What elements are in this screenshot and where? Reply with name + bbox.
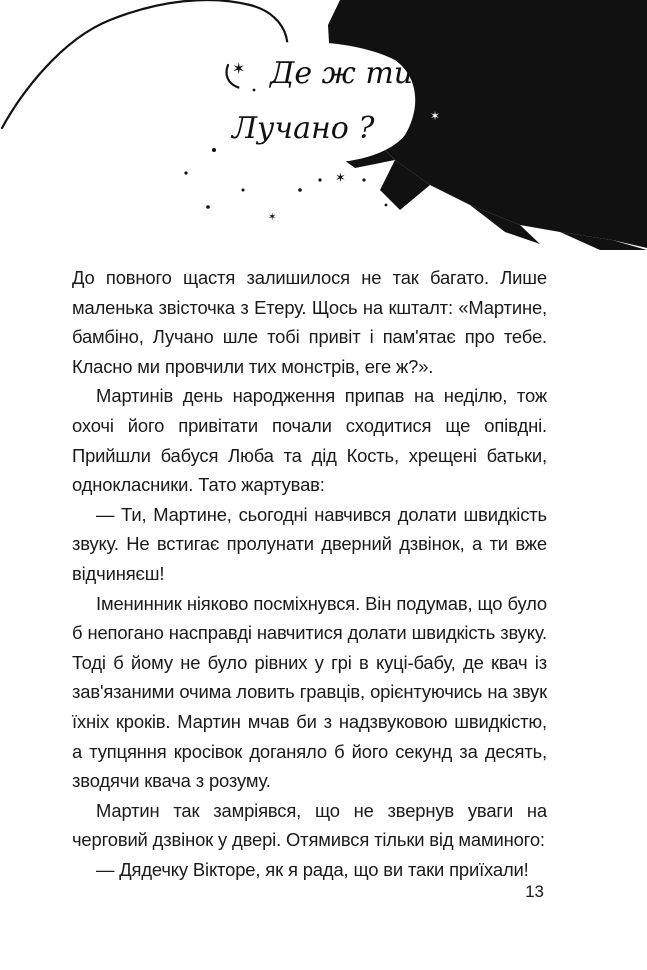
caption-line-1: Де ж ти,	[270, 56, 423, 91]
caption-line-2: Лучано ?	[232, 111, 375, 146]
svg-text:✶: ✶	[232, 59, 246, 78]
page-number: 13	[525, 882, 544, 901]
paragraph-6: — Дядечку Вікторе, як я рада, що ви таки приїхали!	[96, 858, 529, 880]
paragraph-5: Мартин так замріявся, що не звернув уваги на черговий дзвінок у двері. Отямився тільки від маминого:	[72, 799, 547, 851]
paragraph-3: — Ти, Мартине, сьогодні навчився долати швидкість звуку. Не встигає пролунати дверний дзвінок, а ти вже відчиняєш!	[72, 503, 547, 584]
svg-text:✶: ✶	[268, 212, 277, 223]
paragraph-2: Мартинів день народження припав на неділю, тож охочі його привітати почали сходитися ще опівдні. Прийшли бабуся Люба та дід Кость, хрещені батьки, однокласники. Тато жартував:	[72, 385, 547, 496]
paragraph-1: До повного щастя залишилося не так багато. Лише маленька звісточка з Етеру. Щось на кшталт: «Мартине, бамбіно, Лучано шле тобі привіт і пам'ятає про тебе. Класно ми провчили тих монстрів, еге ж?».	[72, 267, 547, 377]
ink-burst-illustration	[0, 0, 647, 250]
svg-text:✶: ✶	[335, 171, 346, 186]
svg-text:✶: ✶	[430, 109, 441, 123]
header-illustration	[0, 0, 647, 250]
paragraph-4: Іменинник ніяково посміхнувся. Він подумав, що було б непогано насправді навчитися долати швидкість звуку. Тоді б йому не було рівних у грі в куці-бабу, де квач із зав'язаними очима ловить гравців, орієнтуючись на звук їхніх кроків. Мартин мчав би з надзвуковою швидкістю, а тупцяння кросівок доганяло б його секунд за десять, зводячи квача з розуму.	[72, 592, 547, 792]
body-text	[72, 263, 547, 884]
